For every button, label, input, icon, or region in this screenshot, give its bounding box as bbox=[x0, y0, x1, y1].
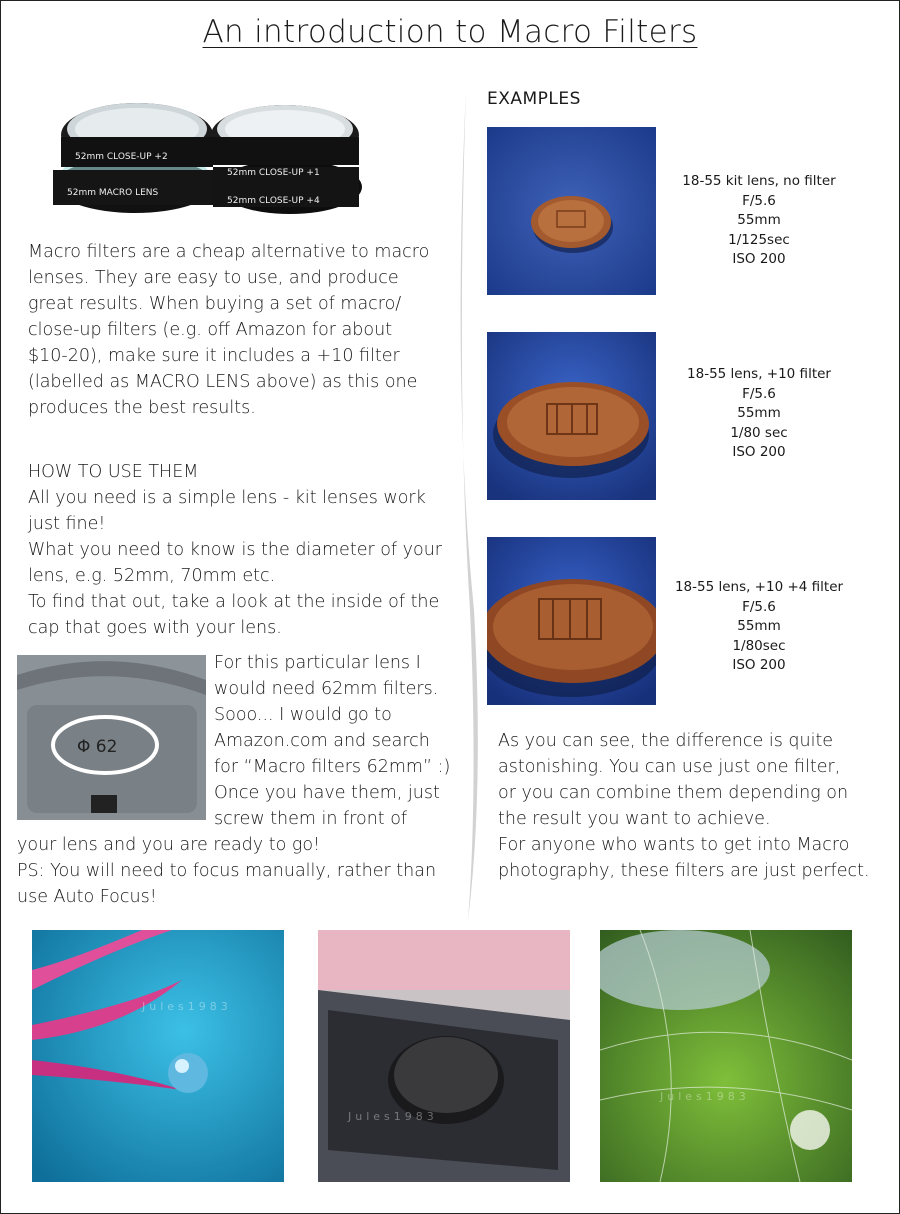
sample-photo-web bbox=[600, 930, 852, 1182]
example-caption-1: 18-55 kit lens, no filter F/5.6 55mm 1/125sec ISO 200 bbox=[682, 173, 836, 267]
sample-photo-drop bbox=[32, 930, 284, 1182]
cap-text-continued: your lens and you are ready to go! PS: You will need to focus manually, rather than use Auto Focus! bbox=[17, 835, 437, 907]
ring-label: 52mm CLOSE-UP +1 bbox=[227, 168, 320, 178]
watermark: Jules1983 bbox=[660, 1090, 750, 1103]
example-photo-3 bbox=[487, 537, 656, 705]
page-title: An introduction to Macro Filters bbox=[202, 14, 698, 50]
ring-label: 52mm MACRO LENS bbox=[67, 188, 159, 198]
divider-swoosh bbox=[450, 90, 490, 920]
cap-diameter-label: Φ 62 bbox=[77, 737, 118, 757]
ring-label: 52mm CLOSE-UP +4 bbox=[227, 196, 320, 206]
examples-heading: EXAMPLES bbox=[487, 89, 581, 109]
how-to-heading: HOW TO USE THEM bbox=[28, 462, 199, 482]
filters-photo bbox=[45, 95, 375, 220]
sample-photo-sponge bbox=[318, 930, 570, 1182]
ring-label: 52mm CLOSE-UP +2 bbox=[75, 152, 168, 162]
watermark: Jules1983 bbox=[142, 1000, 232, 1013]
example-photo-2 bbox=[487, 332, 656, 500]
lens-cap-photo bbox=[17, 655, 206, 820]
intro-paragraph: Macro filters are a cheap alternative to macro lenses. They are easy to use, and produce great results. When buying a set of macro/ close-up filters (e.g. off Amazon for about $10-20), make sure it includes a +10 filter (labelled as MACRO LENS above) as this one produces the best results. bbox=[28, 242, 430, 418]
example-caption-2: 18-55 lens, +10 filter F/5.6 55mm 1/80 sec ISO 200 bbox=[687, 366, 831, 460]
example-caption-3: 18-55 lens, +10 +4 filter F/5.6 55mm 1/80sec ISO 200 bbox=[674, 579, 844, 673]
how-to-section: HOW TO USE THEM All you need is a simple lens - kit lenses work just fine! What you need to know is the diameter of your lens, e.g. 52mm, 70mm etc. To find that out, take a look at the inside of the cap that goes with your lens. bbox=[28, 459, 442, 641]
watermark: Jules1983 bbox=[348, 1110, 438, 1123]
conclusion-paragraph: As you can see, the difference is quite astonishing. You can use just one filter, or you can combine them depending on the result you want to achieve. For anyone who wants to get into Macro photography, these filters are just perfect. bbox=[498, 731, 870, 881]
example-photo-1 bbox=[487, 127, 656, 295]
cap-text: For this particular lens I would need 62mm filters. Sooo... I would go to Amazon.com and search for “Macro filters 62mm” :) Once you have them, just screw them in front of bbox=[214, 653, 451, 829]
